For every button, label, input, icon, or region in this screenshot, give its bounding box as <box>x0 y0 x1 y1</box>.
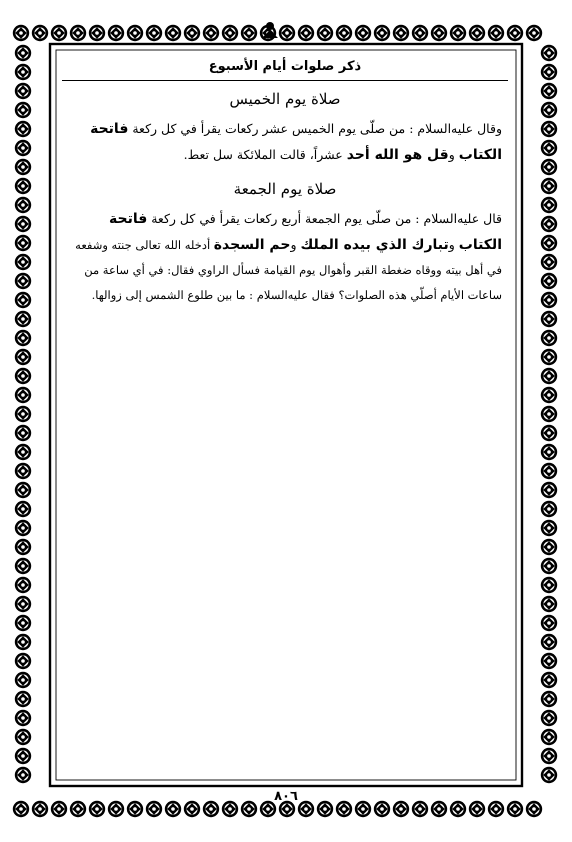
border-ornament-icon <box>15 121 31 137</box>
border-ornament-icon <box>15 102 31 118</box>
border-ornament-icon <box>89 25 105 41</box>
border-ornament-icon <box>15 349 31 365</box>
border-ornament-icon <box>488 25 504 41</box>
border-ornament-icon <box>15 596 31 612</box>
border-ornament-icon <box>15 748 31 764</box>
border-ornament-icon <box>15 254 31 270</box>
border-ornament-icon <box>15 577 31 593</box>
border-ornament-icon <box>541 672 557 688</box>
border-ornament-icon <box>184 25 200 41</box>
border-ornament-icon <box>15 406 31 422</box>
border-ornament-icon <box>336 25 352 41</box>
border-ornament-icon <box>541 425 557 441</box>
border-ornament-icon <box>15 691 31 707</box>
border-ornament-icon <box>469 25 485 41</box>
border-ornament-icon <box>541 254 557 270</box>
border-ornament-icon <box>15 482 31 498</box>
border-ornament-icon <box>541 634 557 650</box>
friday-line-4: ساعات الأيام أصلّي هذه الصلوات؟ فقال عليه‌السلام : ما بين طلوع الشمس إلى زوالها. <box>91 288 502 302</box>
border-ornament-icon <box>393 25 409 41</box>
border-ornament-icon <box>355 25 371 41</box>
border-ornament-icon <box>15 653 31 669</box>
thursday-paragraph <box>68 116 502 168</box>
border-ornament-icon <box>541 691 557 707</box>
border-ornament-icon <box>541 767 557 783</box>
friday-line-2: الكتاب وتبارك الذي بيده الملك وحم السجدة أدخله الله تعالى جنته وشفعه <box>75 237 502 253</box>
border-ornament-icon <box>15 425 31 441</box>
friday-paragraph <box>68 206 502 308</box>
border-ornament-icon <box>541 444 557 460</box>
border-ornament-icon <box>15 672 31 688</box>
thursday-line-2: الكتاب وقل هو الله أحد عشراً، قالت الملائكة سل تعط. <box>183 147 502 163</box>
border-ornament-icon <box>541 311 557 327</box>
border-ornament-icon <box>165 25 181 41</box>
friday-line-3: في أهل بيته ووقاه ضغطة القبر وأهوال يوم القيامة فسأل الراوي فقال: في أي ساعة من <box>84 263 502 277</box>
border-ornament-icon <box>541 121 557 137</box>
border-ornament-icon <box>15 178 31 194</box>
border-ornament-icon <box>15 729 31 745</box>
border-ornament-icon <box>412 25 428 41</box>
border-ornament-icon <box>450 25 466 41</box>
border-ornament-icon <box>541 748 557 764</box>
border-ornament-icon <box>15 292 31 308</box>
border-ornament-icon <box>541 102 557 118</box>
page-number: ٨٠٦ <box>274 789 298 804</box>
border-ornament-icon <box>108 25 124 41</box>
border-ornament-icon <box>541 653 557 669</box>
border-ornament-icon <box>15 140 31 156</box>
border-ornament-icon <box>541 235 557 251</box>
thursday-line-1: وقال عليه‌السلام : من صلّى يوم الخميس عشر ركعات يقرأ في كل ركعة فاتحة <box>90 121 502 137</box>
border-ornament-icon <box>15 634 31 650</box>
thursday-section-title: صلاة يوم الخميس <box>229 90 341 108</box>
border-ornament-icon <box>298 25 314 41</box>
border-ornament-icon <box>541 577 557 593</box>
header-rule <box>62 80 508 81</box>
border-ornament-icon <box>541 368 557 384</box>
border-ornament-icon <box>431 25 447 41</box>
border-ornament-icon <box>541 216 557 232</box>
border-ornament-icon <box>526 25 542 41</box>
border-ornament-icon <box>541 387 557 403</box>
border-ornament-icon <box>541 159 557 175</box>
border-ornament-icon <box>541 539 557 555</box>
border-ornament-icon <box>541 482 557 498</box>
border-ornament-icon <box>15 558 31 574</box>
border-ornament-icon <box>15 387 31 403</box>
border-ornament-icon <box>15 501 31 517</box>
border-ornament-icon <box>15 330 31 346</box>
border-ornament-icon <box>15 615 31 631</box>
border-ornament-icon <box>541 64 557 80</box>
border-ornament-icon <box>15 463 31 479</box>
border-ornament-icon <box>15 767 31 783</box>
border-ornament-icon <box>279 25 295 41</box>
border-ornament-icon <box>541 292 557 308</box>
border-ornament-icon <box>15 311 31 327</box>
border-ornament-icon <box>541 273 557 289</box>
border-ornament-icon <box>15 273 31 289</box>
border-ornament-icon <box>15 235 31 251</box>
border-ornament-icon <box>541 520 557 536</box>
running-title: ذكر صلوات أيام الأسبوع <box>208 59 362 74</box>
border-ornament-icon <box>15 368 31 384</box>
border-ornament-icon <box>15 197 31 213</box>
border-ornament-icon <box>15 216 31 232</box>
border-ornament-icon <box>541 406 557 422</box>
border-ornament-icon <box>541 596 557 612</box>
border-ornament-icon <box>541 615 557 631</box>
border-ornament-icon <box>32 25 48 41</box>
border-ornament-icon <box>15 710 31 726</box>
border-ornament-icon <box>541 729 557 745</box>
border-ornament-icon <box>222 25 238 41</box>
border-ornament-icon <box>541 710 557 726</box>
border-ornament-icon <box>203 25 219 41</box>
border-ornament-icon <box>507 25 523 41</box>
border-ornament-icon <box>317 25 333 41</box>
border-ornament-icon <box>70 25 86 41</box>
border-ornament-icon <box>13 25 29 41</box>
friday-section-title: صلاة يوم الجمعة <box>233 180 337 198</box>
border-ornament-icon <box>541 178 557 194</box>
border-ornament-icon <box>374 25 390 41</box>
border-ornament-icon <box>541 140 557 156</box>
border-ornament-icon <box>15 520 31 536</box>
border-ornament-icon <box>541 501 557 517</box>
border-ornament-icon <box>541 463 557 479</box>
border-ornament-icon <box>15 539 31 555</box>
border-ornament-icon <box>146 25 162 41</box>
border-ornament-icon <box>541 83 557 99</box>
border-ornament-icon <box>541 330 557 346</box>
friday-line-1: قال عليه‌السلام : من صلّى يوم الجمعة أربع ركعات يقرأ في كل ركعة فاتحة <box>108 211 502 227</box>
border-ornament-icon <box>541 197 557 213</box>
border-ornament-icon <box>15 64 31 80</box>
border-ornament-icon <box>541 558 557 574</box>
page-body <box>62 56 508 778</box>
border-ornament-icon <box>541 349 557 365</box>
border-ornament-icon <box>241 25 257 41</box>
border-ornament-icon <box>541 45 557 61</box>
border-ornament-icon <box>15 83 31 99</box>
border-ornament-icon <box>15 444 31 460</box>
border-ornament-icon <box>51 25 67 41</box>
border-ornament-icon <box>15 45 31 61</box>
border-ornament-icon <box>127 25 143 41</box>
border-ornament-icon <box>15 159 31 175</box>
